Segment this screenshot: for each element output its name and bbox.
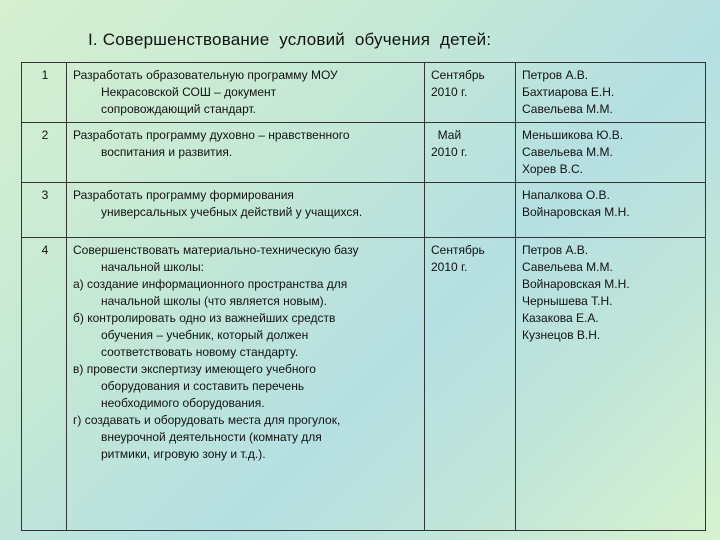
task-line: Некрасовской СОШ – документ <box>101 85 277 99</box>
plan-table <box>21 62 706 531</box>
task-line: г) создавать и оборудовать места для прогулок, <box>73 413 341 427</box>
responsible-cell <box>516 183 706 238</box>
responsible-person: Савельева М.М. <box>522 260 613 274</box>
row-number: 3 <box>22 183 67 238</box>
deadline-line: Сентябрь <box>431 68 485 82</box>
responsible-person: Напалкова О.В. <box>522 188 610 202</box>
row-number: 2 <box>22 123 67 183</box>
responsible-person: Петров А.В. <box>522 68 589 82</box>
task-line: универсальных учебных действий у учащихся. <box>101 205 363 219</box>
task-line: сопровождающий стандарт. <box>101 102 256 116</box>
task-line: ритмики, игровую зону и т.д.). <box>101 447 266 461</box>
section-title: I. Совершенствование условий обучения детей: <box>88 30 492 49</box>
task-line: б) контролировать одно из важнейших средств <box>73 311 336 325</box>
responsible-person: Войнаровская М.Н. <box>522 277 630 291</box>
task-line: Разработать образовательную программу МОУ <box>73 68 338 82</box>
responsible-person: Чернышева Т.Н. <box>522 294 613 308</box>
task-line: обучения – учебник, который должен <box>101 328 309 342</box>
task-line: Разработать программу духовно – нравственного <box>73 128 350 142</box>
task-line: Совершенствовать материально-техническую базу <box>73 243 359 257</box>
row-number: 4 <box>22 238 67 531</box>
row-number: 1 <box>22 63 67 123</box>
responsible-cell <box>516 123 706 183</box>
responsible-person: Савельева М.М. <box>522 102 613 116</box>
task-line: воспитания и развития. <box>101 145 233 159</box>
responsible-person: Бахтиарова Е.Н. <box>522 85 615 99</box>
task-line: начальной школы: <box>101 260 204 274</box>
deadline-cell <box>425 63 516 123</box>
task-line: Разработать программу формирования <box>73 188 294 202</box>
deadline-cell <box>425 183 516 238</box>
task-cell <box>67 63 425 123</box>
task-line: в) провести экспертизу имеющего учебного <box>73 362 316 376</box>
responsible-person: Меньшикова Ю.В. <box>522 128 624 142</box>
table-row <box>22 63 706 123</box>
responsible-person: Петров А.В. <box>522 243 589 257</box>
deadline-cell <box>425 238 516 531</box>
deadline-line: Сентябрь <box>431 243 485 257</box>
task-cell <box>67 123 425 183</box>
responsible-person: Казакова Е.А. <box>522 311 599 325</box>
task-line: а) создание информационного пространства для <box>73 277 348 291</box>
task-line: оборудования и составить перечень <box>101 379 305 393</box>
task-line: начальной школы (что является новым). <box>101 294 328 308</box>
responsible-person: Войнаровская М.Н. <box>522 205 630 219</box>
deadline-line: Май <box>431 128 462 142</box>
task-line: соответствовать новому стандарту. <box>101 345 299 359</box>
responsible-cell <box>516 238 706 531</box>
responsible-person: Савельева М.М. <box>522 145 613 159</box>
responsible-person: Хорев В.С. <box>522 162 583 176</box>
deadline-line: 2010 г. <box>431 145 468 159</box>
task-line: внеурочной деятельности (комнату для <box>101 430 322 444</box>
table-row <box>22 123 706 183</box>
table-row <box>22 183 706 238</box>
responsible-cell <box>516 63 706 123</box>
task-cell <box>67 238 425 531</box>
deadline-cell <box>425 123 516 183</box>
responsible-person: Кузнецов В.Н. <box>522 328 601 342</box>
deadline-line: 2010 г. <box>431 260 468 274</box>
deadline-line: 2010 г. <box>431 85 468 99</box>
table-row <box>22 238 706 531</box>
task-line: необходимого оборудования. <box>101 396 265 410</box>
task-cell <box>67 183 425 238</box>
